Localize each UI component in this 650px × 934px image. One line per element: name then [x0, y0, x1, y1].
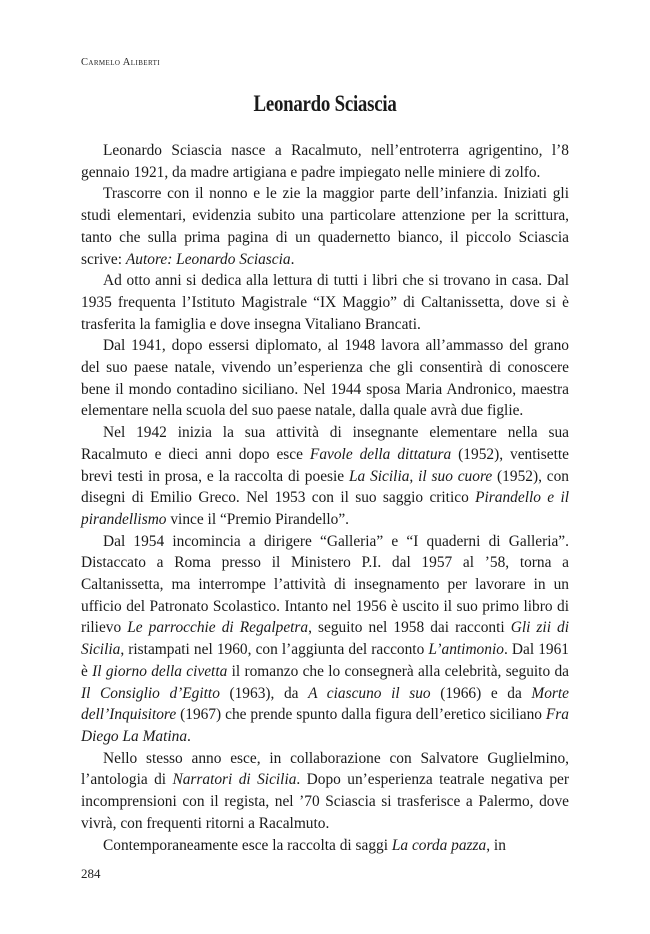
paragraph: [81, 835, 569, 857]
text-run: . Dal 1961 è: [81, 641, 569, 680]
paragraph: [81, 140, 569, 183]
text-run: (1966) e da: [430, 684, 532, 702]
paragraph: [81, 270, 569, 335]
text-run: Dal 1954 incomincia a dirigere “Galleria” e “I quaderni di Galleria”. Distaccato a Roma presso il Ministero P.I. dal 1957 al ’58, torna a Caltanissetta, ma interrompe l’attività di insegnamento per lavorare in un ufficio del Patronato Scolastico. Intanto nel 1956 è uscito il suo primo libro di rilievo: [81, 532, 569, 637]
italic-title: La Sicilia, il suo cuore: [348, 467, 493, 485]
italic-title: A ciascuno il suo: [308, 684, 431, 702]
text-run: , in: [486, 836, 506, 854]
text-run: .: [290, 250, 295, 268]
text-run: .: [187, 727, 191, 745]
text-run: . Dopo un’esperienza teatrale negativa per incomprensioni con il regista, nel ’70 Sciascia si trasferisce a Palermo, dove vivrà, con frequenti ritorni a Racalmuto.: [81, 771, 569, 832]
text-run: (1952), ventisette brevi testi in prosa, e la raccolta di poesie: [81, 445, 569, 485]
running-head: Carmelo Aliberti: [81, 57, 160, 68]
italic-title: Gli zii di Sicilia: [81, 619, 569, 659]
body-text: [81, 140, 569, 856]
italic-title: Fra Diego La Matina: [81, 706, 569, 745]
italic-title: L’antimonio: [428, 641, 504, 659]
italic-title: Le parrocchie di Regalpetra: [127, 619, 309, 637]
text-run: Nello stesso anno esce, in collaborazione con Salvatore Guglielmino, l’antologia di: [81, 749, 569, 789]
paragraph: [81, 183, 569, 270]
text-run: (1952), con disegni di Emilio Greco. Nel 1953 con il suo saggio critico: [81, 467, 569, 507]
paragraph: [81, 335, 569, 422]
paragraph: [81, 748, 569, 835]
text-run: , ristampati nel 1960, con l’aggiunta del racconto: [120, 641, 429, 659]
page-number: 284: [81, 866, 101, 881]
text-run: Trascorre con il nonno e le zie la maggior parte dell’infanzia. Iniziati gli studi elementari, evidenzia subito una particolare attenzione per la scrittura, tanto che sulla prima pagina di un quadernetto bianco, il piccolo Sciascia scrive:: [81, 185, 569, 268]
text-run: Dal 1941, dopo essersi diplomato, al 1948 lavora all’ammasso del grano del suo paese natale, vivendo un’esperienza che gli consentirà di conoscere bene il mondo contadino siciliano. Nel 1944 sposa Maria Andronico, maestra elementare nella scuola del suo paese natale, dalla quale avrà due figlie.: [81, 337, 569, 420]
paragraph: [81, 422, 569, 531]
text-run: il romanzo che lo consegnerà alla celebrità, seguito da: [227, 662, 569, 680]
italic-title: Morte dell’Inquisitore: [81, 684, 570, 724]
text-run: vince il “Premio Pirandello”.: [166, 510, 350, 528]
text-run: Ad otto anni si dedica alla lettura di tutti i libri che si trovano in casa. Dal 1935 frequenta l’Istituto Magistrale “IX Maggio” di Caltanissetta, dove si è trasferita la famiglia e dove insegna Vitaliano Brancati.: [81, 272, 569, 333]
text-run: Nel 1942 inizia la sua attività di insegnante elementare nella sua Racalmuto e dieci anni dopo esce: [81, 424, 569, 463]
text-run: Leonardo Sciascia nasce a Racalmuto, nell’entroterra agrigentino, l’8 gennaio 1921, da madre artigiana e padre impiegato nelle miniere di zolfo.: [81, 142, 569, 181]
italic-title: Il giorno della civetta: [92, 662, 228, 680]
paragraph: [81, 531, 569, 748]
text-run: Contemporaneamente esce la raccolta di saggi: [103, 836, 392, 854]
italic-title: Pirandello e il pirandellismo: [81, 489, 569, 528]
italic-title: Il Consiglio d’Egitto: [81, 684, 220, 702]
text-run: (1967) che prende spunto dalla figura dell’eretico siciliano: [176, 706, 546, 724]
italic-title: Narratori di Sicilia: [172, 771, 297, 789]
italic-title: La corda pazza: [391, 836, 487, 854]
text-run: , seguito nel 1958 dai racconti: [308, 619, 511, 637]
italic-title: Favole della dittatura: [309, 445, 452, 463]
italic-title: Autore: Leonardo Sciascia: [125, 250, 291, 268]
chapter-title: Leonardo Sciascia: [253, 91, 397, 116]
text-run: (1963), da: [219, 684, 309, 702]
